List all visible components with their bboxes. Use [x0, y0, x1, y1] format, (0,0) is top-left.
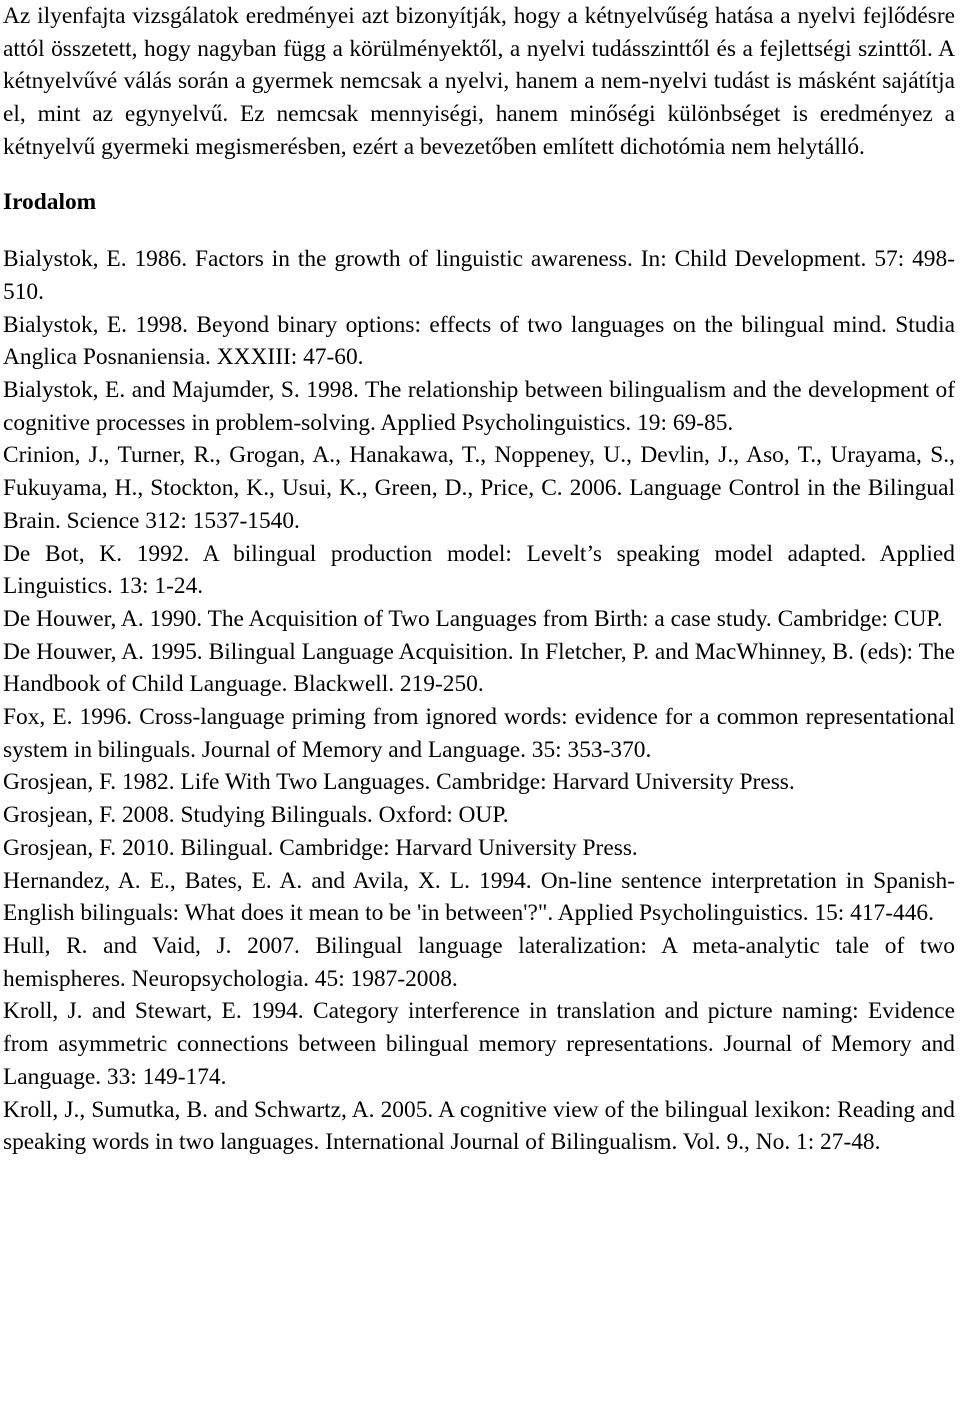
reference-item: Bialystok, E. 1986. Factors in the growth of linguistic awareness. In: Child Development. 57: 498-510. — [3, 246, 955, 305]
reference-item: De Bot, K. 1992. A bilingual production model: Levelt’s speaking model adapted. Applied Linguistics. 13: 1-24. — [3, 540, 955, 600]
reference-item: De Houwer, A. 1995. Bilingual Language Acquisition. In Fletcher, P. and MacWhinney, B. (eds): The Handbook of Child Language. Blackwell. 219-250. — [3, 638, 955, 698]
reference-item: Kroll, J. and Stewart, E. 1994. Category interference in translation and picture naming: Evidence from asymmetric connections between bilingual memory representations. Journal of Memory and Language. 33: 149-174. — [3, 998, 955, 1090]
reference-item: Bialystok, E. 1998. Beyond binary options: effects of two languages on the bilingual mind. Studia Anglica Posnaniensia. XXXIII: 47-60. — [3, 311, 955, 371]
reference-item: Grosjean, F. 2010. Bilingual. Cambridge: Harvard University Press. — [3, 834, 638, 861]
reference-item: Crinion, J., Turner, R., Grogan, A., Hanakawa, T., Noppeney, U., Devlin, J., Aso, T., Urayama, S., Fukuyama, H., Stockton, K., Usui, K., Green, D., Price, C. 2006. Language Control in the Bilingual Brain. Science 312: 1537-1540. — [3, 442, 955, 534]
document-page — [3, 0, 955, 1159]
reference-item: Kroll, J., Sumutka, B. and Schwartz, A. 2005. A cognitive view of the bilingual lexikon: Reading and speaking words in two languages. International Journal of Bilingualism. Vol. 9., No. 1: 27-48. — [3, 1096, 955, 1156]
reference-item: Hull, R. and Vaid, J. 2007. Bilingual language lateralization: A meta-analytic tale of two hemispheres. Neuropsychologia. 45: 1987-2008. — [3, 932, 955, 992]
section-heading: Irodalom — [3, 188, 97, 215]
reference-item: De Houwer, A. 1990. The Acquisition of Two Languages from Birth: a case study. Cambridge: CUP. — [3, 605, 943, 632]
reference-item: Grosjean, F. 1982. Life With Two Languages. Cambridge: Harvard University Press. — [3, 769, 795, 796]
body-paragraph: Az ilyenfajta vizsgálatok eredményei azt bizonyítják, hogy a kétnyelvűség hatása a nyelvi fejlődésre attól összetett, hogy nagyban függ a körülményektől, a nyelvi tudásszinttől és a fejlettségi szinttől. A kétnyelvűvé válás során a gyermek nemcsak a nyelvi, hanem a nem-nyelvi tudást is másként sajátítja el, mint az egynyelvű. Ez nemcsak mennyiségi, hanem minőségi különbséget is eredményez a kétnyelvű gyermeki megismerésben, ezért a bevezetőben említett dichotómia nem helytálló. — [3, 3, 955, 160]
reference-item: Bialystok, E. and Majumder, S. 1998. The relationship between bilingualism and the development of cognitive processes in problem-solving. Applied Psycholinguistics. 19: 69-85. — [3, 377, 955, 436]
reference-item: Fox, E. 1996. Cross-language priming from ignored words: evidence for a common representational system in bilinguals. Journal of Memory and Language. 35: 353-370. — [3, 704, 955, 763]
reference-list — [3, 243, 955, 1159]
reference-item: Grosjean, F. 2008. Studying Bilinguals. Oxford: OUP. — [3, 802, 509, 829]
reference-item: Hernandez, A. E., Bates, E. A. and Avila, X. L. 1994. On-line sentence interpretation in Spanish-English bilinguals: What does it mean to be 'in between'?". Applied Psycholinguistics. 15: 417-446. — [3, 867, 955, 927]
